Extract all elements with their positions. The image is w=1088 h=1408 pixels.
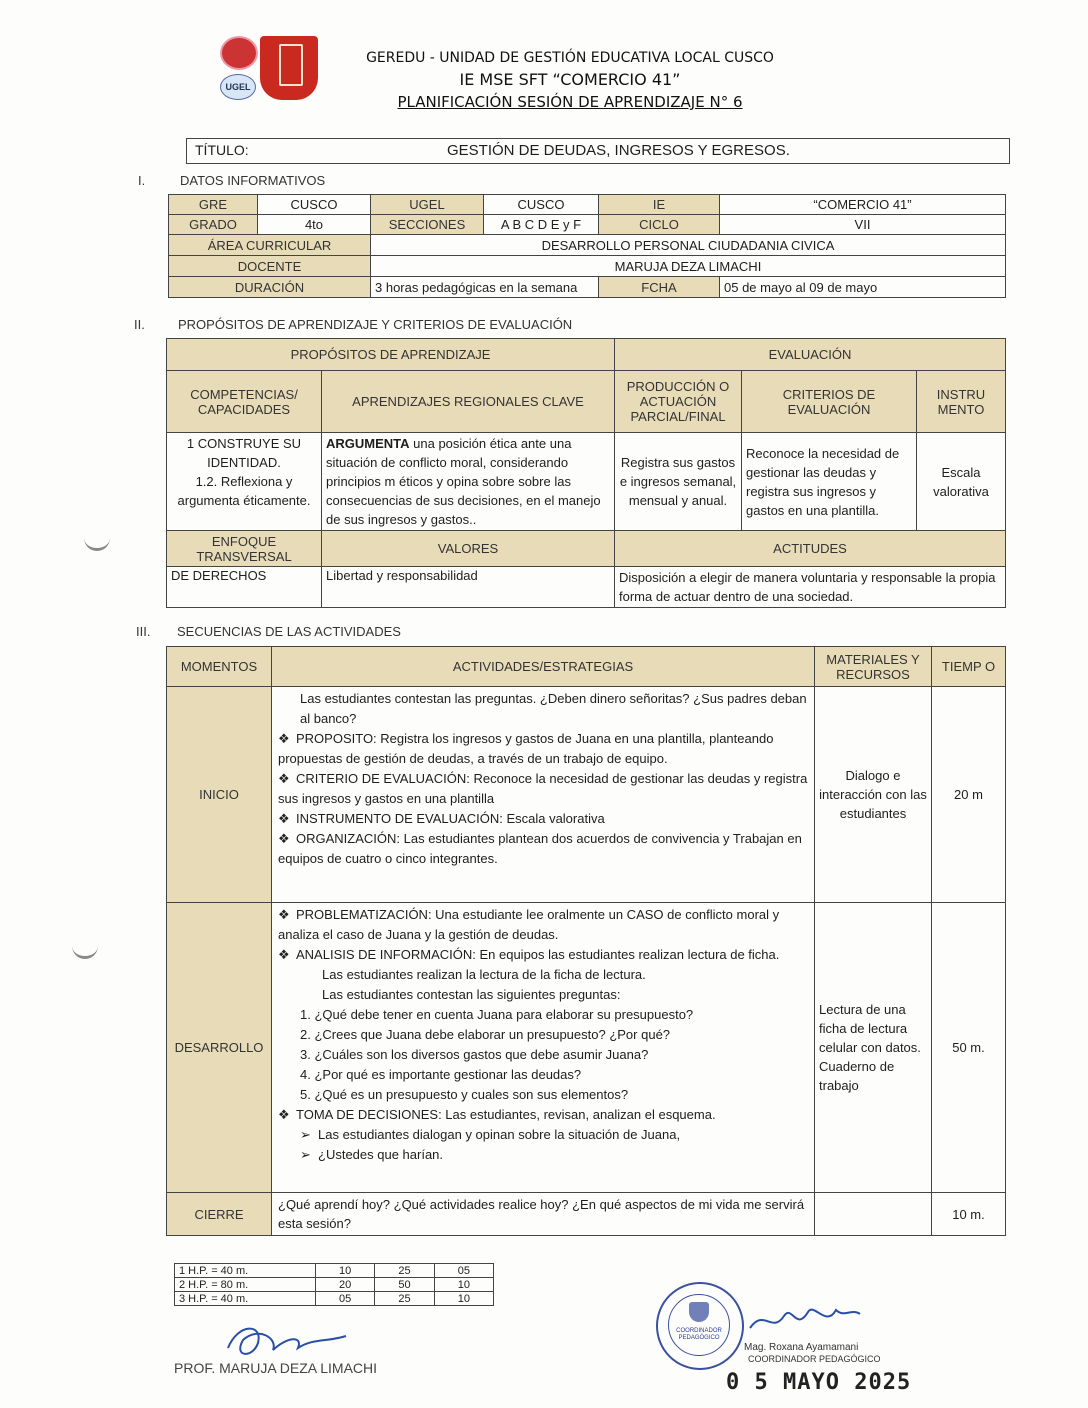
horas-pedagogicas-table bbox=[174, 1263, 494, 1306]
valores-value: Libertad y responsabilidad bbox=[322, 567, 615, 608]
desarrollo-arrow-2: ➢ ¿Ustedes que harían. bbox=[278, 1145, 808, 1165]
punch-hole bbox=[72, 942, 98, 959]
punch-hole bbox=[84, 534, 110, 551]
pregunta-3: 3. ¿Cuáles son los diversos gastos que debe asumir Juana? bbox=[300, 1047, 649, 1062]
date-stamp: 0 5 MAYO 2025 bbox=[726, 1370, 912, 1395]
h-evaluacion: EVALUACIÓN bbox=[615, 339, 1006, 371]
ie-label: IE bbox=[599, 195, 720, 215]
hp-row2-label: 2 H.P. = 80 m. bbox=[175, 1278, 316, 1292]
desarrollo-sub-2: Las estudiantes contestan las siguientes preguntas: bbox=[322, 987, 621, 1002]
prof-name: PROF. MARUJA DEZA LIMACHI bbox=[174, 1360, 378, 1376]
diamond-bullet-icon: ❖ bbox=[278, 831, 290, 846]
arrow-bullet-icon: ➢ bbox=[300, 1147, 311, 1162]
hp-row2-c2: 50 bbox=[375, 1278, 434, 1292]
h-competencias: COMPETENCIAS/ CAPACIDADES bbox=[167, 371, 322, 433]
ie-value: “COMERCIO 41” bbox=[720, 195, 1006, 215]
secciones-label: SECCIONES bbox=[371, 215, 484, 235]
propositos-table bbox=[166, 338, 1006, 608]
docente-label: DOCENTE bbox=[169, 256, 371, 277]
secciones-value: A B C D E y F bbox=[484, 215, 599, 235]
desarrollo-sub-1: Las estudiantes realizan la lectura de la ficha de lectura. bbox=[322, 967, 646, 982]
h-criterios: CRITERIOS DE EVALUACIÓN bbox=[742, 371, 917, 433]
titulo-box bbox=[186, 138, 1010, 164]
h-tiempo: TIEMP O bbox=[932, 647, 1006, 687]
hp-row2-c1: 20 bbox=[316, 1278, 375, 1292]
diamond-bullet-icon: ❖ bbox=[278, 731, 290, 746]
institution-stamp bbox=[656, 1282, 744, 1370]
hp-row3-c2: 25 bbox=[375, 1292, 434, 1306]
datos-informativos-table bbox=[168, 194, 1006, 298]
header-line3: PLANIFICACIÓN SESIÓN DE APRENDIZAJE N° 6 bbox=[397, 93, 743, 111]
inicio-bullet-instrumento: ❖ INSTRUMENTO DE EVALUACIÓN: Escala valorativa bbox=[278, 809, 808, 829]
desarrollo-bullet-analisis: ❖ ANALISIS DE INFORMACIÓN: En equipos las estudiantes realizan lectura de ficha. bbox=[278, 945, 808, 965]
desarrollo-bullet-decisiones: ❖ TOMA DE DECISIONES: Las estudiantes, revisan, analizan el esquema. bbox=[278, 1105, 808, 1125]
h-actividades: ACTIVIDADES/ESTRATEGIAS bbox=[272, 647, 815, 687]
coordinator-name: Mag. Roxana Ayamamani bbox=[744, 1342, 859, 1353]
aprendizaje-text: una posición ética ante una situación de conflicto moral, considerando principios m éticos y opina sobre sobre las consecuencias de sus decisiones, en el manejo de sus ingresos y gastos.. bbox=[326, 436, 601, 527]
fecha-value: 05 de mayo al 09 de mayo bbox=[720, 277, 1006, 298]
stamp-center-text: COORDINADOR PEDAGÓGICO bbox=[676, 1328, 722, 1341]
section2-title: PROPÓSITOS DE APRENDIZAJE Y CRITERIOS DE EVALUACIÓN bbox=[178, 317, 573, 332]
diamond-bullet-icon: ❖ bbox=[278, 1107, 290, 1122]
desarrollo-actividades bbox=[272, 903, 815, 1193]
diamond-bullet-icon: ❖ bbox=[278, 811, 290, 826]
ugel-logo: UGEL bbox=[220, 74, 256, 100]
diamond-bullet-icon: ❖ bbox=[278, 907, 290, 922]
pregunta-5: 5. ¿Qué es un presupuesto y cuales son sus elementos? bbox=[300, 1087, 629, 1102]
pregunta-1: 1. ¿Qué debe tener en cuenta Juana para elaborar su presupuesto? bbox=[300, 1007, 694, 1022]
h-enfoque: ENFOQUE TRANSVERSAL bbox=[167, 531, 322, 567]
docente-value: MARUJA DEZA LIMACHI bbox=[371, 256, 1006, 277]
area-value: DESARROLLO PERSONAL CIUDADANIA CIVICA bbox=[371, 235, 1006, 256]
momento-desarrollo: DESARROLLO bbox=[167, 903, 272, 1193]
hp-row1-c1: 10 bbox=[316, 1264, 375, 1278]
ciclo-label: CICLO bbox=[599, 215, 720, 235]
cierre-tiempo: 10 m. bbox=[932, 1193, 1006, 1236]
titulo-value: GESTIÓN DE DEUDAS, INGRESOS Y EGRESOS. bbox=[447, 142, 790, 159]
cierre-actividades: ¿Qué aprendí hoy? ¿Qué actividades realice hoy? ¿En qué aspectos de mi vida me servirá esta sesión? bbox=[272, 1193, 815, 1236]
stamp-emblem-icon bbox=[689, 1302, 709, 1322]
momento-inicio: INICIO bbox=[167, 687, 272, 903]
desarrollo-tiempo: 50 m. bbox=[932, 903, 1006, 1193]
duracion-label: DURACIÓN bbox=[169, 277, 371, 298]
duracion-value: 3 horas pedagógicas en la semana bbox=[371, 277, 599, 298]
coordinator-title: COORDINADOR PEDAGÓGICO bbox=[748, 1354, 881, 1364]
inicio-tiempo: 20 m bbox=[932, 687, 1006, 903]
ugel-label: UGEL bbox=[371, 195, 484, 215]
competencias-cell bbox=[167, 433, 322, 531]
pregunta-2: 2. ¿Crees que Juana debe elaborar un presupuesto? ¿Por qué? bbox=[300, 1027, 671, 1042]
school-shield-logo bbox=[260, 36, 318, 100]
institution-logo bbox=[220, 36, 258, 70]
secuencias-table bbox=[166, 646, 1006, 1236]
inicio-bullet-criterio: ❖ CRITERIO DE EVALUACIÓN: Reconoce la necesidad de gestionar las deudas y registra sus ingresos y gastos en una plantilla bbox=[278, 771, 808, 806]
hp-row3-c3: 10 bbox=[434, 1292, 493, 1306]
inicio-bullet-organizacion: ❖ ORGANIZACIÓN: Las estudiantes plantean dos acuerdos de convivencia y Trabajan en equipos de cuatro o cinco integrantes. bbox=[278, 831, 802, 866]
h-produccion: PRODUCCIÓN O ACTUACIÓN PARCIAL/FINAL bbox=[615, 371, 742, 433]
fecha-label: FCHA bbox=[599, 277, 720, 298]
criterio-value: Reconoce la necesidad de gestionar las deudas y registra sus ingresos y gastos en una plantilla. bbox=[742, 433, 917, 531]
desarrollo-arrow-1: ➢ Las estudiantes dialogan y opinan sobre la situación de Juana, bbox=[278, 1125, 808, 1145]
arrow-bullet-icon: ➢ bbox=[300, 1127, 311, 1142]
competencia-1: 1 CONSTRUYE SU IDENTIDAD. bbox=[186, 436, 302, 470]
h-instrumento: INSTRU MENTO bbox=[917, 371, 1006, 433]
teacher-signature bbox=[218, 1318, 358, 1364]
desarrollo-materiales: Lectura de una ficha de lectura celular con datos. Cuaderno de trabajo bbox=[815, 903, 932, 1193]
section1-num: I. bbox=[138, 173, 146, 188]
aprendizaje-verb: ARGUMENTA bbox=[326, 436, 410, 451]
grado-value: 4to bbox=[258, 215, 371, 235]
grado-label: GRADO bbox=[169, 215, 258, 235]
h-actitudes: ACTITUDES bbox=[615, 531, 1006, 567]
aprendizaje-cell bbox=[322, 433, 615, 531]
desarrollo-bullet-problematizacion: ❖ PROBLEMATIZACIÓN: Una estudiante lee oralmente un CASO de conflicto moral y analiza el caso de Juana y la gestión de deudas. bbox=[278, 907, 780, 942]
gre-value: CUSCO bbox=[258, 195, 371, 215]
inicio-bullet-proposito: ❖ PROPOSITO: Registra los ingresos y gastos de Juana en una plantilla, planteando propuestas de gestión de deudas, a través de un trabajo de equipo. bbox=[278, 731, 774, 766]
h-materiales: MATERIALES Y RECURSOS bbox=[815, 647, 932, 687]
produccion-value: Registra sus gastos e ingresos semanal, mensual y anual. bbox=[615, 433, 742, 531]
hp-row3-label: 3 H.P. = 40 m. bbox=[175, 1292, 316, 1306]
inicio-materiales: Dialogo e interacción con las estudiantes bbox=[815, 687, 932, 903]
cierre-materiales bbox=[815, 1193, 932, 1236]
momento-cierre: CIERRE bbox=[167, 1193, 272, 1236]
h-aprendizajes: APRENDIZAJES REGIONALES CLAVE bbox=[322, 371, 615, 433]
ciclo-value: VII bbox=[720, 215, 1006, 235]
section3-num: III. bbox=[136, 624, 151, 639]
header-line2: IE MSE SFT “COMERCIO 41” bbox=[459, 70, 681, 89]
pregunta-4: 4. ¿Por qué es importante gestionar las deudas? bbox=[300, 1067, 582, 1082]
ugel-value: CUSCO bbox=[484, 195, 599, 215]
header-line1: GEREDU - UNIDAD DE GESTIÓN EDUCATIVA LOCAL CUSCO bbox=[366, 50, 774, 66]
actitudes-value: Disposición a elegir de manera voluntaria y responsable la propia forma de actuar dentro de una sociedad. bbox=[615, 567, 1006, 608]
inicio-actividades bbox=[272, 687, 815, 903]
h-valores: VALORES bbox=[322, 531, 615, 567]
area-label: ÁREA CURRICULAR bbox=[169, 235, 371, 256]
gre-label: GRE bbox=[169, 195, 258, 215]
diamond-bullet-icon: ❖ bbox=[278, 947, 290, 962]
section1-title: DATOS INFORMATIVOS bbox=[180, 173, 326, 188]
hp-row1-c3: 05 bbox=[434, 1264, 493, 1278]
enfoque-value: DE DERECHOS bbox=[167, 567, 322, 608]
coordinator-signature bbox=[744, 1298, 864, 1342]
hp-row3-c1: 05 bbox=[316, 1292, 375, 1306]
hp-row1-label: 1 H.P. = 40 m. bbox=[175, 1264, 316, 1278]
titulo-label: TÍTULO: bbox=[195, 142, 249, 158]
section2-num: II. bbox=[134, 317, 145, 332]
h-propositos: PROPÓSITOS DE APRENDIZAJE bbox=[167, 339, 615, 371]
competencia-2: 1.2. Reflexiona y argumenta éticamente. bbox=[177, 474, 311, 508]
section3-title: SECUENCIAS DE LAS ACTIVIDADES bbox=[177, 624, 401, 639]
hp-row1-c2: 25 bbox=[375, 1264, 434, 1278]
h-momentos: MOMENTOS bbox=[167, 647, 272, 687]
hp-row2-c3: 10 bbox=[434, 1278, 493, 1292]
inicio-intro: Las estudiantes contestan las preguntas. ¿Deben dinero señoritas? ¿Sus padres deban al banco? bbox=[300, 691, 807, 726]
diamond-bullet-icon: ❖ bbox=[278, 771, 290, 786]
instrumento-value: Escala valorativa bbox=[917, 433, 1006, 531]
